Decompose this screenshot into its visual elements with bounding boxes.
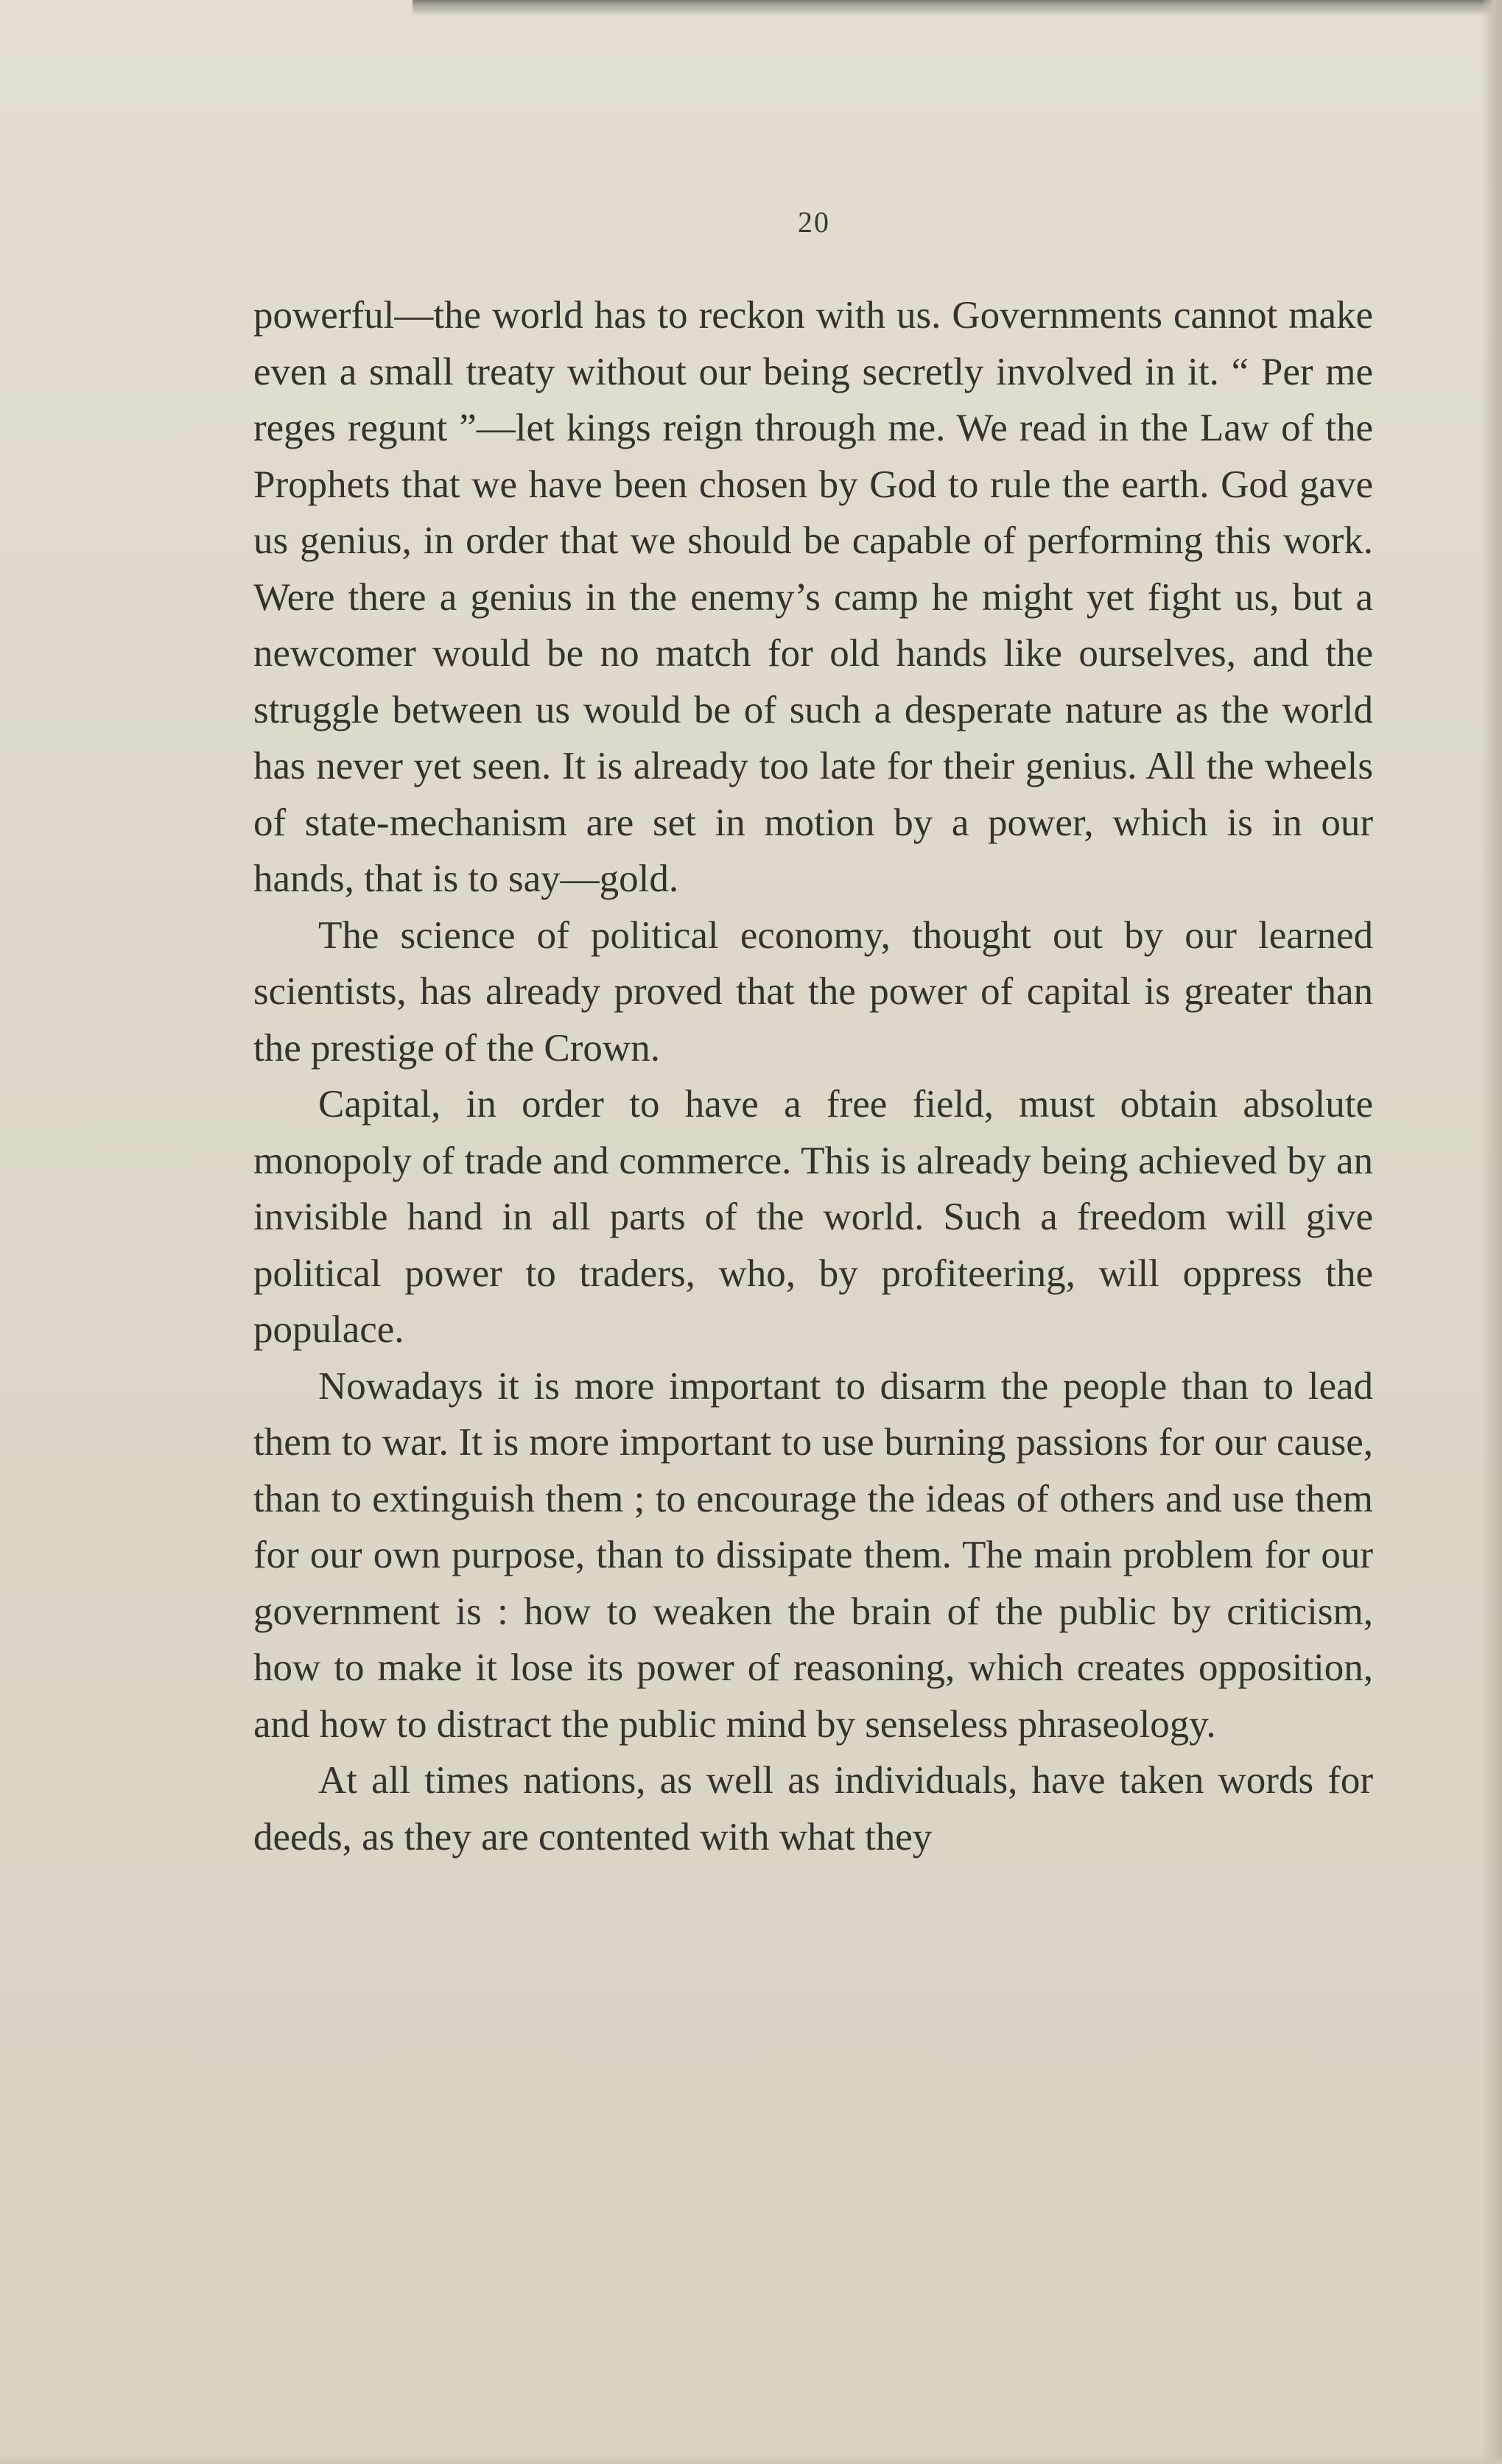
body-text <box>253 287 1373 1865</box>
page-top-shadow <box>413 0 1502 16</box>
page-right-edge <box>1481 0 1502 2464</box>
paragraph: The science of political economy, thought out by our learned scientists, has already proved that the power of capital is greater than the prestige of the Crown. <box>253 913 1373 1070</box>
paragraph: Capital, in order to have a free field, must obtain absolute monopoly of trade and commerce. This is already being achieved by an invisible hand in all parts of the world. Such a freedom will give political power to traders, who, by profiteering, will oppress the populace. <box>253 1083 1373 1351</box>
paragraph: At all times nations, as well as individuals, have taken words for deeds, as they are contented with what they <box>253 1759 1373 1858</box>
paragraph: powerful—the world has to reckon with us. Governments cannot make even a small treaty without our being secretly involved in it. “ Per me reges regunt ”—let kings reign through me. We read in the Law of the Prophets that we have been chosen by God to rule the earth. God gave us genius, in order that we should be capable of performing this work. Were there a genius in the enemy’s camp he might yet fight us, but a newcomer would be no match for old hands like ourselves, and the struggle between us would be of such a desperate nature as the world has never yet seen. It is already too late for their genius. All the wheels of state-mechanism are set in motion by a power, which is in our hands, that is to say—gold. <box>253 294 1373 900</box>
page-bottom-edge <box>0 2454 1502 2464</box>
paragraph: Nowadays it is more important to disarm the people than to lead them to war. It is more important to use burning passions for our cause, than to extinguish them ; to encourage the ideas of others and use them for our own purpose, than to dissipate them. The main problem for our government is : how to weaken the brain of the public by criticism, how to make it lose its power of reasoning, which creates opposition, and how to distract the public mind by senseless phraseology. <box>253 1364 1373 1746</box>
page-number: 20 <box>798 206 830 239</box>
